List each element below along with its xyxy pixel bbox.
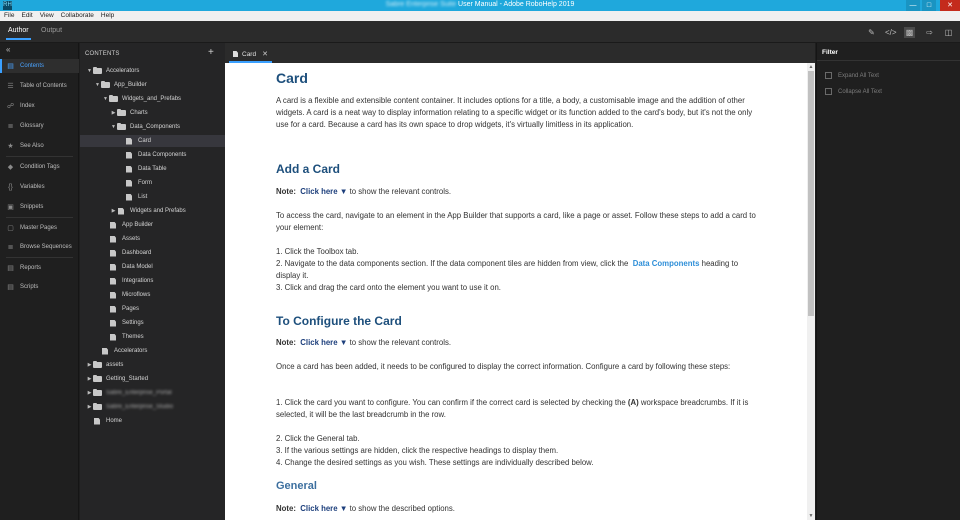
- doc-title: Card: [276, 70, 308, 86]
- tree-row-data-model[interactable]: [80, 261, 225, 273]
- index-icon: ☍: [6, 103, 15, 110]
- tree-row-label: App_Builder: [114, 82, 147, 88]
- collapse-panel-icon[interactable]: «: [6, 45, 11, 54]
- scroll-thumb[interactable]: [808, 71, 814, 316]
- left-nav: [0, 43, 79, 520]
- note-label: Note:: [276, 187, 296, 196]
- tree-row-app-builder[interactable]: [80, 219, 225, 231]
- cfg-step-1-bold: (A): [627, 398, 639, 407]
- chevron-right-icon[interactable]: ▶: [111, 110, 116, 116]
- tree-row-assets[interactable]: [80, 233, 225, 245]
- folder-icon: [93, 68, 102, 74]
- chevron-right-icon[interactable]: ▶: [87, 390, 92, 396]
- tree-row-label: Microflows: [122, 292, 151, 298]
- nav-browse-sequences[interactable]: [0, 240, 79, 254]
- tag-icon: ◆: [7, 164, 14, 171]
- tree-row-getting-started[interactable]: [80, 373, 225, 385]
- nav-see-also[interactable]: [0, 139, 79, 153]
- scroll-down-icon[interactable]: ▼: [808, 513, 814, 519]
- tree-row-home[interactable]: [80, 415, 225, 427]
- browse-sequences-icon: ≣: [7, 244, 14, 251]
- cfg-step-3: 3. If the various settings are hidden, click the respective headings to display them.: [276, 446, 559, 455]
- panel-toggle-icon[interactable]: ◫: [944, 28, 953, 37]
- click-here-link[interactable]: Click here ▼: [300, 504, 348, 513]
- folder-icon: [117, 110, 126, 116]
- nav-label: See Also: [20, 143, 44, 149]
- cfg-step-2: 2. Click the General tab.: [276, 434, 360, 443]
- configure-para: Once a card has been added, it needs to be configured to display the correct information. Configure a card by following these steps:: [276, 362, 731, 371]
- page-icon: [110, 250, 116, 257]
- collapse-all-text-button[interactable]: [825, 88, 882, 95]
- pencil-icon[interactable]: ✎: [868, 28, 875, 37]
- click-here-link[interactable]: Click here ▼: [300, 338, 348, 347]
- cfg-step-1-text: 1. Click the card you want to configure. You can confirm if the correct card is selected by checking the: [276, 398, 626, 407]
- tree-row-label: Getting_Started: [106, 376, 149, 382]
- contents-header: CONTENTS: [85, 51, 120, 57]
- tree-row-label: Data_Components: [130, 124, 181, 130]
- cfg-step-1-tail: workspace breadcrumbs. If it is selected, it will be the last breadcrumb in the row.: [276, 398, 749, 419]
- page-icon: [94, 418, 100, 425]
- tree-row-assets[interactable]: [80, 359, 225, 371]
- tree-row-label: Assets: [122, 236, 141, 242]
- nav-snippets[interactable]: [0, 200, 79, 214]
- folder-icon: [93, 390, 102, 396]
- expand-label: Expand All Text: [838, 72, 879, 79]
- note-label: Note:: [276, 338, 296, 347]
- tree-row-label: Data Table: [138, 166, 167, 172]
- filter-header: Filter: [822, 49, 838, 56]
- nav-label: Condition Tags: [20, 164, 60, 170]
- nav-variables[interactable]: [0, 180, 79, 194]
- note-configure-card: [276, 337, 756, 349]
- window-title: [0, 1, 960, 8]
- folder-icon: [109, 96, 118, 102]
- doc-intro: A card is a flexible and extensible content container. It includes options for a title, a body, a customisable image and the addition of other widgets. A card is a neat way to display information relating to a specific widget or its function added to the card's body, but it's not the only use for a card. Because a card has its own space to drop widgets, it's virtually limitless in its application.: [276, 96, 753, 129]
- maximize-button[interactable]: □: [922, 0, 936, 11]
- menu-edit[interactable]: Edit: [21, 12, 33, 19]
- tree-row-list[interactable]: [80, 191, 225, 203]
- page-icon: [110, 222, 116, 229]
- add-card-para: To access the card, navigate to an element in the App Builder that supports a card, like a page or asset. Follow these steps to add a card to your element:: [276, 211, 756, 232]
- doc-tab-label: Card: [242, 50, 257, 58]
- menu-collaborate[interactable]: Collaborate: [60, 12, 94, 19]
- nav-label: Reports: [20, 265, 42, 271]
- heading-general: General: [276, 480, 317, 492]
- title-bar: [0, 0, 960, 11]
- nav-label: Glossary: [20, 123, 44, 129]
- vertical-scrollbar[interactable]: [807, 63, 815, 520]
- nav-divider: [6, 156, 73, 157]
- close-tab-icon[interactable]: ✕: [262, 51, 268, 58]
- page-icon: [110, 278, 116, 285]
- nav-scripts[interactable]: [0, 280, 79, 294]
- preview-icon[interactable]: ▩: [905, 28, 914, 37]
- toc-icon: ☰: [7, 83, 14, 90]
- nav-label: Index: [20, 103, 35, 109]
- folder-icon: [93, 362, 102, 368]
- cfg-step-4: 4. Change the desired settings as you wish. These settings are individually described below.: [276, 458, 594, 467]
- scripts-icon: ▤: [7, 284, 14, 291]
- contents-icon: ▤: [7, 63, 14, 70]
- nav-master-pages[interactable]: [0, 221, 79, 235]
- page-icon: [126, 194, 132, 201]
- cfg-step-1: [276, 397, 756, 421]
- page-icon: [102, 348, 108, 355]
- tree-row-label: Settings: [122, 320, 144, 326]
- menu-file[interactable]: File: [4, 12, 15, 19]
- tree-row-themes[interactable]: [80, 331, 225, 343]
- add-step-1: 1. Click the Toolbox tab.: [276, 247, 359, 256]
- nav-reports[interactable]: [0, 261, 79, 275]
- note-add-card: [276, 186, 756, 198]
- see-also-icon: ★: [7, 143, 14, 150]
- page-icon: [126, 152, 132, 159]
- mode-toolbar: [0, 21, 960, 43]
- editor-area: [225, 43, 815, 520]
- folder-icon: [93, 404, 102, 410]
- folder-icon: [101, 82, 110, 88]
- close-window-button[interactable]: ✕: [940, 0, 960, 11]
- tree-row-label: Pages: [122, 306, 140, 312]
- chevron-right-icon[interactable]: ▶: [111, 208, 116, 214]
- page-icon: [110, 306, 116, 313]
- tab-output[interactable]: Output: [41, 27, 63, 34]
- tree-row-label: Data Components: [138, 152, 187, 158]
- minimize-button[interactable]: —: [906, 0, 920, 11]
- nav-label: Variables: [20, 184, 45, 190]
- nav-divider: [6, 217, 73, 218]
- chevron-down-icon[interactable]: ▼: [103, 96, 108, 102]
- tree-row-label: Dashboard: [122, 250, 152, 256]
- chevron-right-icon[interactable]: ▶: [87, 404, 92, 410]
- tab-author[interactable]: Author: [8, 27, 29, 34]
- document-canvas[interactable]: [225, 63, 807, 520]
- robohelp-app-icon: RH: [3, 2, 12, 8]
- page-icon: [110, 236, 116, 243]
- tree-row-charts[interactable]: [80, 107, 225, 119]
- doc-tab-card[interactable]: [229, 47, 272, 63]
- add-step-2-tail: heading to display it.: [276, 259, 739, 280]
- reports-icon: ▤: [7, 265, 14, 272]
- window-title-project: Sabre Enterprise Suite: [385, 1, 457, 8]
- page-icon: [110, 264, 116, 271]
- tree-row-label: App Builder: [122, 222, 154, 228]
- tree-row-label: Form: [138, 180, 152, 186]
- variables-icon: {}: [8, 183, 13, 191]
- menu-bar: [0, 11, 960, 21]
- nav-index[interactable]: [0, 99, 79, 113]
- tree-row-app-builder[interactable]: [80, 79, 225, 91]
- nav-condition-tags[interactable]: [0, 160, 79, 174]
- collapse-icon: [825, 88, 832, 95]
- data-components-link[interactable]: Data Components: [632, 259, 700, 268]
- scroll-up-icon[interactable]: ▲: [808, 64, 814, 70]
- nav-label: Snippets: [20, 204, 44, 210]
- heading-configure-card: To Configure the Card: [276, 314, 402, 328]
- filter-panel: [816, 43, 960, 520]
- tree-row-dashboard[interactable]: [80, 247, 225, 259]
- tree-row-sabre-enterprise-portal[interactable]: [80, 387, 225, 399]
- chevron-right-icon[interactable]: ▶: [87, 376, 92, 382]
- page-icon: [118, 208, 124, 215]
- tree-row-data-table[interactable]: [80, 163, 225, 175]
- nav-label: Master Pages: [20, 225, 58, 231]
- tree-row-label: Themes: [122, 334, 144, 340]
- export-icon[interactable]: ⇨: [926, 28, 933, 37]
- note-general: [276, 503, 756, 515]
- tree-row-label: Sabre_Enterprise_Studio: [106, 404, 174, 410]
- tree-row-label: assets: [106, 362, 124, 368]
- page-icon: [233, 51, 238, 57]
- page-icon: [110, 292, 116, 299]
- page-icon: [126, 180, 132, 187]
- snippets-icon: ▣: [7, 204, 14, 211]
- folder-icon: [117, 124, 126, 130]
- glossary-icon: ≣: [7, 123, 14, 130]
- folder-icon: [93, 376, 102, 382]
- expand-icon: [825, 72, 832, 79]
- tree-row-data-components[interactable]: [80, 121, 225, 133]
- nav-label: Browse Sequences: [20, 244, 72, 250]
- tree-row-label: Charts: [130, 110, 148, 116]
- nav-table-of-contents[interactable]: [0, 79, 79, 93]
- tree-row-settings[interactable]: [80, 317, 225, 329]
- add-step-2: [276, 258, 756, 282]
- menu-help[interactable]: Help: [100, 12, 115, 19]
- click-here-link[interactable]: Click here ▼: [300, 187, 348, 196]
- code-icon[interactable]: </>: [885, 28, 897, 37]
- tree-row-integrations[interactable]: [80, 275, 225, 287]
- note-label: Note:: [276, 504, 296, 513]
- tree-row-label: List: [138, 194, 148, 200]
- page-icon: [110, 334, 116, 341]
- tree-row-label: Card: [138, 138, 152, 144]
- nav-label: Table of Contents: [20, 83, 67, 89]
- tree-row-card[interactable]: [80, 135, 225, 147]
- nav-glossary[interactable]: [0, 119, 79, 133]
- page-icon: [126, 166, 132, 173]
- nav-label: Contents: [20, 63, 45, 69]
- tree-row-accelerators[interactable]: [80, 65, 225, 77]
- expand-all-text-button[interactable]: [825, 72, 879, 79]
- master-pages-icon: ▢: [7, 225, 14, 232]
- filter-divider: [817, 60, 960, 61]
- collapse-label: Collapse All Text: [838, 88, 882, 95]
- tree-row-label: Accelerators: [106, 68, 140, 74]
- tree-row-microflows[interactable]: [80, 289, 225, 301]
- nav-label: Scripts: [20, 284, 39, 290]
- tree-row-label: Widgets_and_Prefabs: [122, 96, 182, 102]
- add-step-2-text: 2. Navigate to the data components section. If the data component tiles are hidden from view, click the: [276, 259, 629, 268]
- page-icon: [110, 320, 116, 327]
- chevron-right-icon[interactable]: ▶: [87, 362, 92, 368]
- tree-row-label: Widgets and Prefabs: [130, 208, 186, 214]
- nav-contents[interactable]: [0, 59, 79, 73]
- tree-row-widgets-and-prefabs[interactable]: [80, 205, 225, 217]
- tree-row-label: Data Model: [122, 264, 153, 270]
- add-topic-button[interactable]: +: [208, 47, 214, 58]
- tree-row-label: Sabre_Enterprise_Portal: [106, 390, 172, 396]
- add-step-3: 3. Click and drag the card onto the element you want to use it on.: [276, 283, 501, 292]
- chevron-down-icon[interactable]: ▼: [87, 68, 92, 74]
- nav-divider: [6, 257, 73, 258]
- tree-row-label: Accelerators: [114, 348, 148, 354]
- chevron-down-icon[interactable]: ▼: [95, 82, 100, 88]
- tree-row-pages[interactable]: [80, 303, 225, 315]
- tree-row-data-components[interactable]: [80, 149, 225, 161]
- heading-add-card: Add a Card: [276, 162, 341, 176]
- tree-row-accelerators[interactable]: [80, 345, 225, 357]
- chevron-down-icon[interactable]: ▼: [111, 124, 116, 130]
- note-text: to show the described options.: [349, 504, 455, 513]
- note-text: to show the relevant controls.: [349, 338, 452, 347]
- tree-row-widgets-and-prefabs[interactable]: [80, 93, 225, 105]
- tree-row-label: Home: [106, 418, 123, 424]
- window-title-text: User Manual - Adobe RoboHelp 2019: [458, 1, 575, 8]
- note-text: to show the relevant controls.: [349, 187, 452, 196]
- tree-row-form[interactable]: [80, 177, 225, 189]
- page-icon: [126, 138, 132, 145]
- tree-row-label: Integrations: [122, 278, 154, 284]
- menu-view[interactable]: View: [39, 12, 54, 19]
- tree-row-sabre-enterprise-studio[interactable]: [80, 401, 225, 413]
- contents-panel: [80, 43, 225, 520]
